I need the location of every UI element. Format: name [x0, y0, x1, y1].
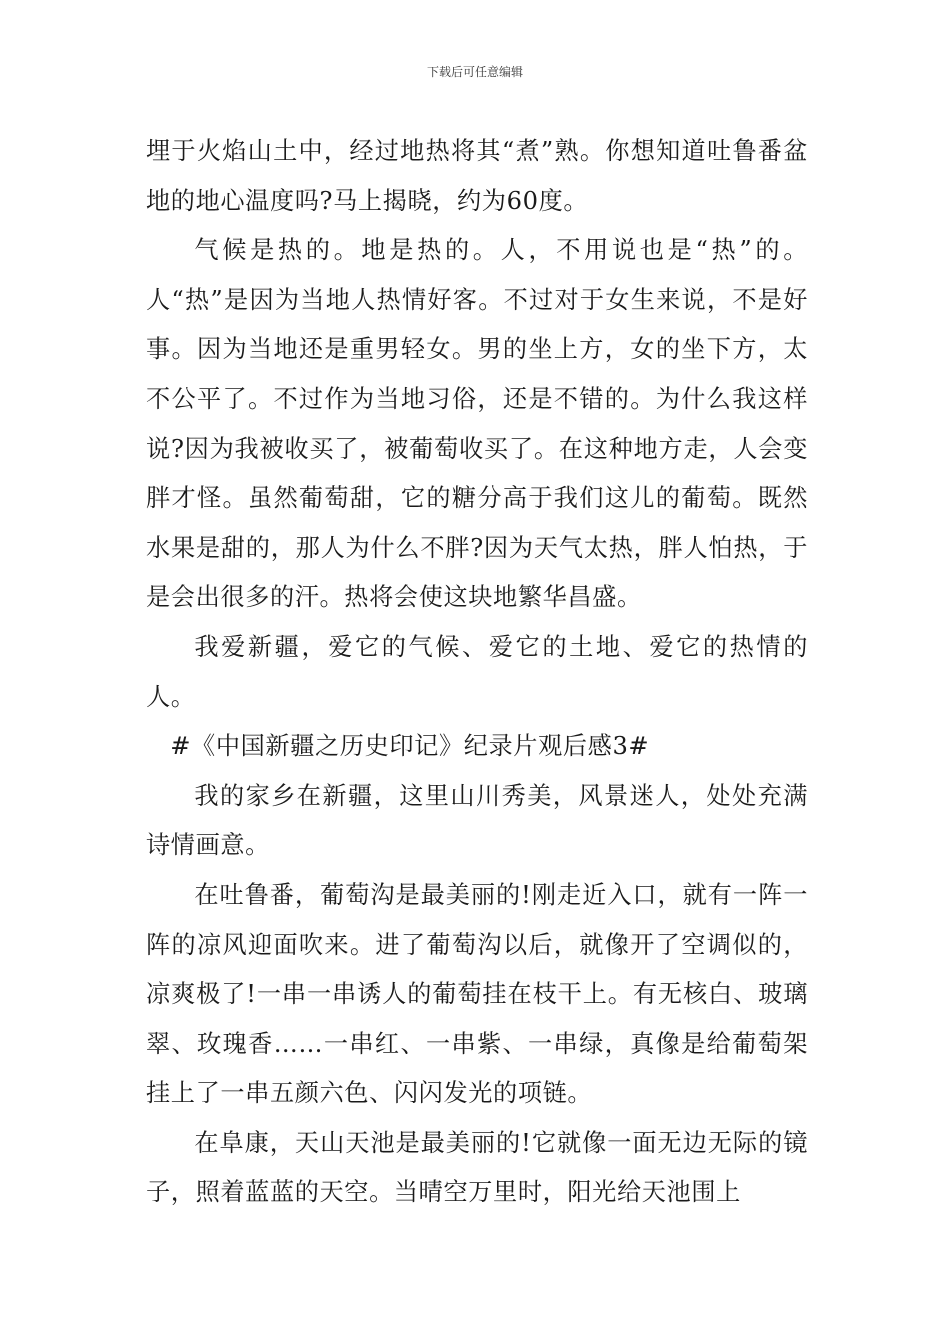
paragraph-1: 埋于火焰山土中，经过地热将其“煮”熟。你想知道吐鲁番盆地的地心温度吗?马上揭晓，约为60度。	[146, 137, 808, 215]
page-header: 下载后可任意编辑	[426, 65, 523, 79]
paragraph-6: 在阜康，天山天池是最美丽的!它就像一面无边无际的镜子，照着蓝蓝的天空。当晴空万里时，阳光给天池围上	[146, 1128, 808, 1207]
section-heading: #《中国新疆之历史印记》纪录片观后感3#	[170, 732, 650, 761]
paragraph-3: 我爱新疆，爱它的气候、爱它的土地、爱它的热情的人。	[146, 632, 808, 711]
paragraph-4: 我的家乡在新疆，这里山川秀美，风景迷人，处处充满诗情画意。	[146, 781, 808, 860]
paragraph-5: 在吐鲁番，葡萄沟是最美丽的!刚走近入口，就有一阵一阵的凉风迎面吹来。进了葡萄沟以后，就像开了空调似的，凉爽极了!一串一串诱人的葡萄挂在枝干上。有无核白、玻璃翠、玫瑰香……一串红、一串紫、一串绿，真像是给葡萄架挂上了一串五颜六色、闪闪发光的项链。	[146, 880, 808, 1108]
document-body	[146, 127, 808, 1218]
paragraph-2: 气候是热的。地是热的。人，不用说也是“热”的。人“热”是因为当地人热情好客。不过对于女生来说，不是好事。因为当地还是重男轻女。男的坐上方，女的坐下方，太不公平了。不过作为当地习俗，还是不错的。为什么我这样说?因为我被收买了，被葡萄收买了。在这种地方走，人会变胖才怪。虽然葡萄甜，它的糖分高于我们这儿的葡萄。既然水果是甜的，那人为什么不胖?因为天气太热，胖人怕热，于是会出很多的汗。热将会使这块地繁华昌盛。	[146, 236, 808, 612]
